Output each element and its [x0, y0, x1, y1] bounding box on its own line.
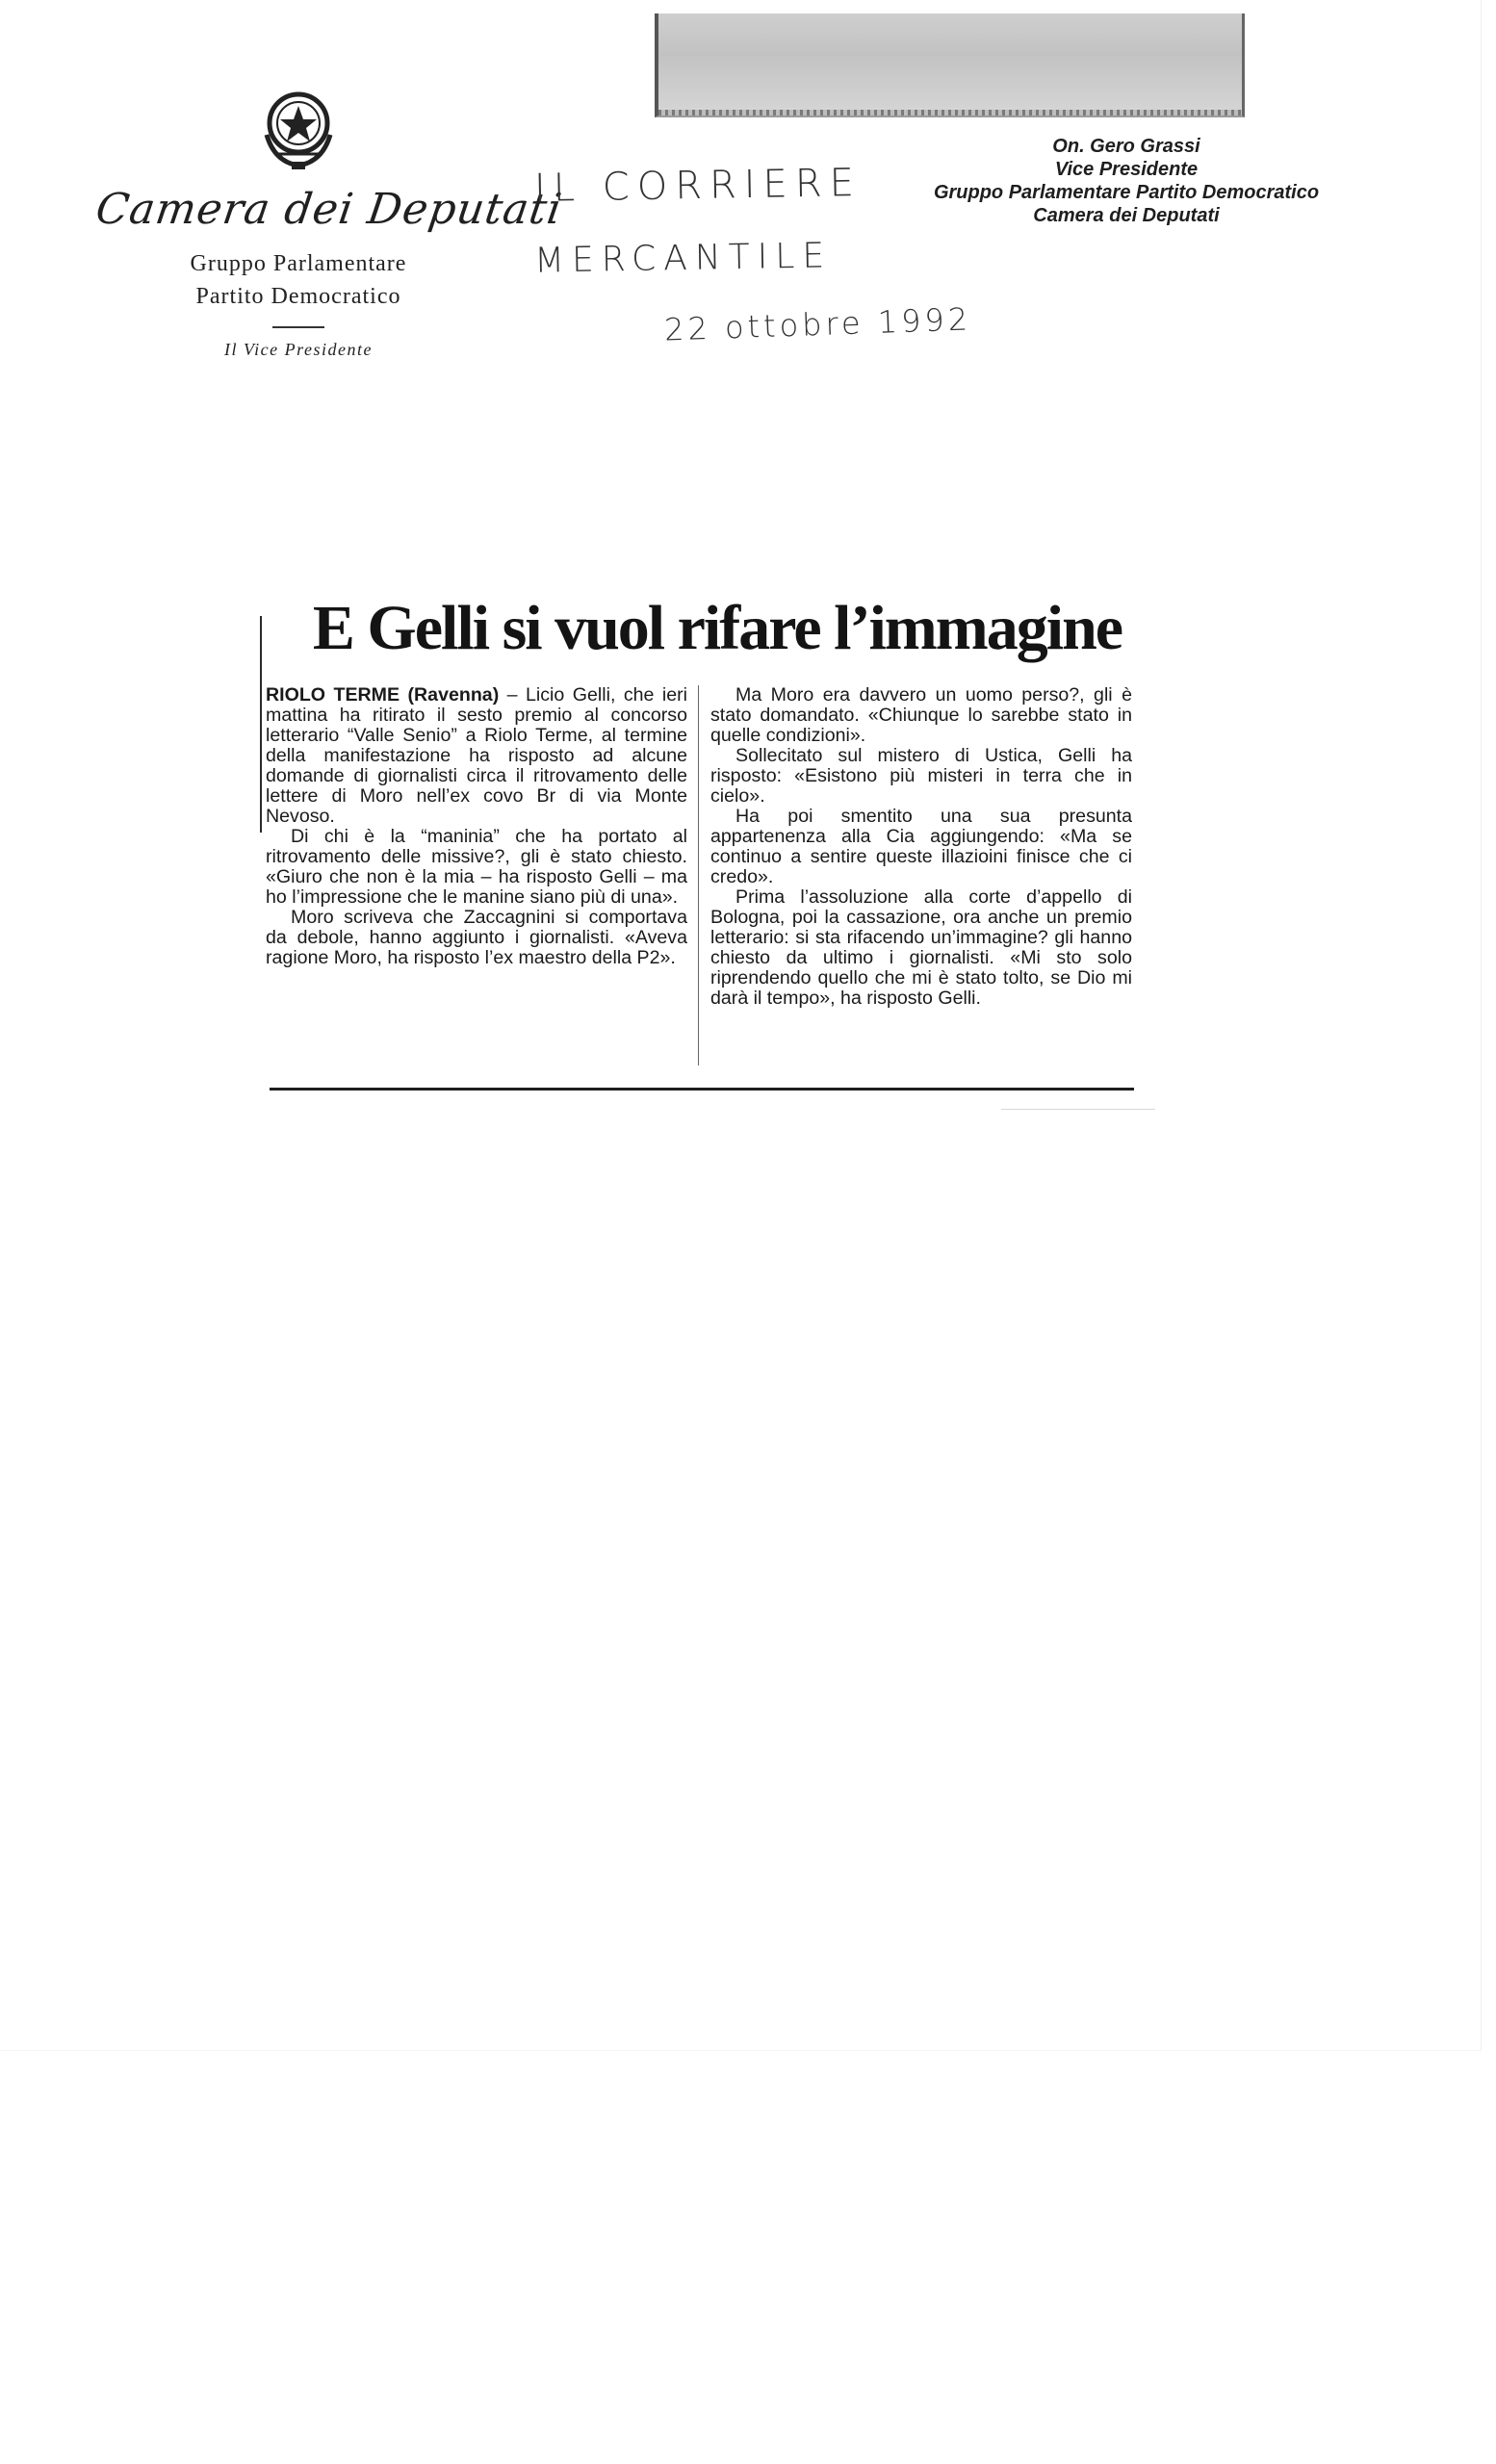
- faint-mark: [1001, 1109, 1155, 1110]
- letterhead-role: Il Vice Presidente: [224, 340, 373, 359]
- sender-group: Gruppo Parlamentare Partito Democratico: [933, 182, 1320, 203]
- article-headline: E Gelli si vuol rifare l’immagine: [312, 593, 1122, 663]
- article-paragraph: Prima l’assoluzione alla corte d’appello di Bologna, poi la cassazione, ora anche un premio letterario: si sta rifacendo un’immagine? gli hanno chiesto da ultimo i giornalisti. «Mi sto solo riprendendo quello che mi è stato tolto, se Dio mi darà il tempo», ha risposto Gelli.: [710, 886, 1132, 1009]
- tape-strip: [655, 13, 1245, 117]
- handwritten-line-2: MERCANTILE: [533, 236, 833, 281]
- article-paragraph: Sollecitato sul mistero di Ustica, Gelli ha risposto: «Esistono più misteri in terra che in cielo».: [710, 745, 1132, 807]
- article-column-right: [710, 685, 1132, 1009]
- handwritten-line-1: IL CORRIERE: [533, 161, 863, 211]
- article-paragraph: [266, 685, 687, 827]
- article-paragraph: Moro scriveva che Zaccagnini si comportava da debole, hanno aggiunto i giornalisti. «Aveva ragione Moro, ha risposto l’ex maestro della P2».: [266, 907, 687, 968]
- article-paragraph: Di chi è la “maninia” che ha portato al ritrovamento delle missive?, gli è stato chiesto. «Giuro che non è la mia – ha risposto Gelli – ma ho l’impressione che le manine siano più di una».: [266, 826, 687, 908]
- article-paragraph: Ma Moro era davvero un uomo perso?, gli è stato domandato. «Chiunque lo sarebbe stato in quelle condizioni».: [710, 684, 1132, 746]
- group-line-2: Partito Democratico: [195, 284, 401, 309]
- article-paragraph-text: – Licio Gelli, che ieri mattina ha ritirato il sesto premio al concorso letterario “Valle Senio” a Riolo Terme, al termine della manifestazione ha risposto ad alcune domande di giornalisti circa il ritrovamento delle lettere di Moro nell’ex covo Br di via Monte Nevoso.: [266, 684, 687, 827]
- article-column-left: [266, 685, 687, 968]
- sender-block: [905, 135, 1348, 227]
- institution-name: Camera dei Deputati: [92, 185, 566, 234]
- article-dateline: RIOLO TERME (Ravenna): [266, 684, 500, 706]
- republic-emblem-icon: [255, 77, 342, 173]
- article-left-rule: [260, 616, 262, 833]
- letterhead-divider: [272, 326, 324, 328]
- handwritten-line-3: 22 ottobre 1992: [663, 300, 972, 348]
- letterhead: [92, 77, 566, 360]
- sender-chamber: Camera dei Deputati: [1033, 205, 1220, 226]
- column-divider: [698, 685, 699, 1065]
- sender-name: On. Gero Grassi: [1052, 136, 1200, 157]
- article-paragraph: Ha poi smentito una sua presunta appartenenza alla Cia aggiungendo: «Ma se continuo a sentire queste illazioini finisce che ci credo».: [710, 806, 1132, 887]
- article-bottom-rule: [270, 1088, 1134, 1091]
- group-line-1: Gruppo Parlamentare: [190, 251, 407, 276]
- sender-role: Vice Presidente: [1054, 159, 1199, 180]
